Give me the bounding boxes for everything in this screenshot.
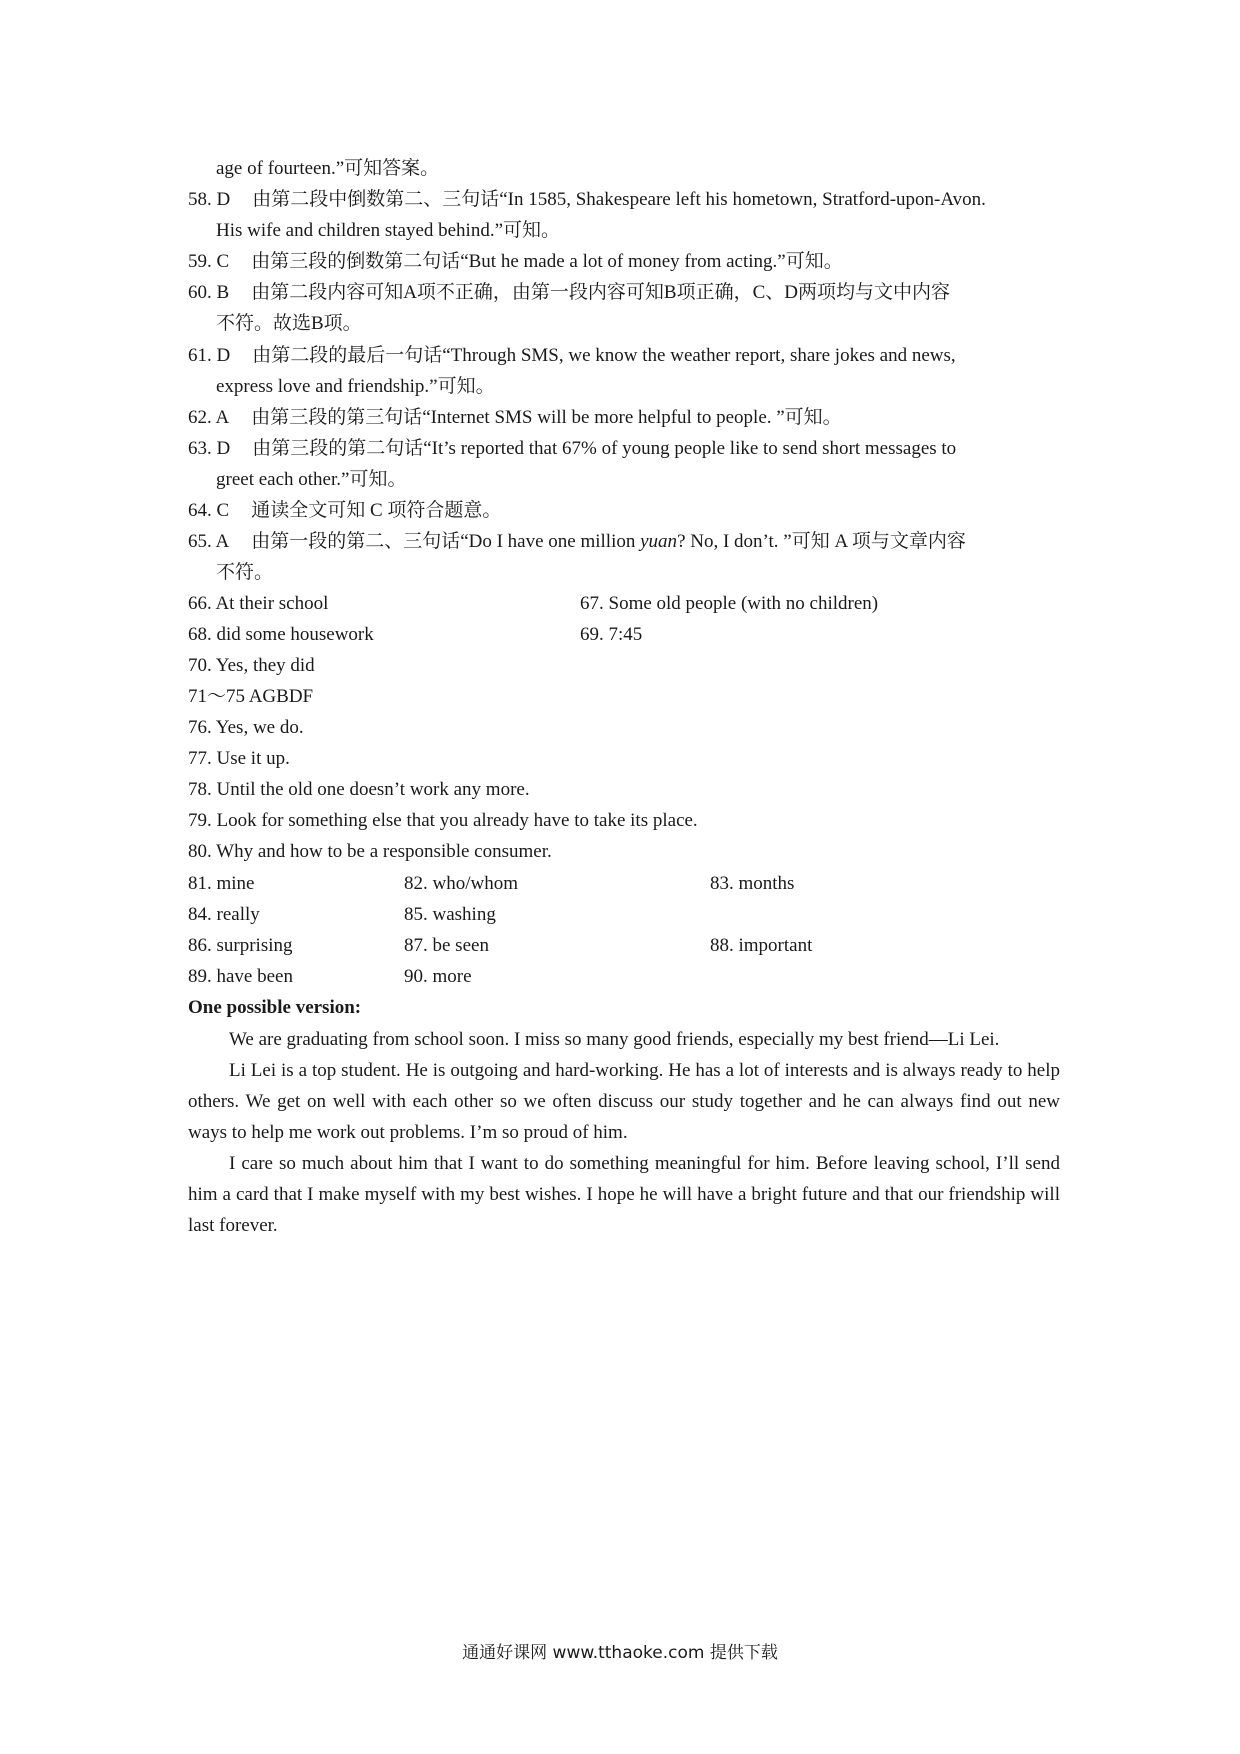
answer-number: 58. D	[188, 189, 231, 210]
answer-explanation: 由第二段的最后一句话“Through SMS, we know the weather report, share jokes and news,	[252, 345, 956, 366]
essay-body	[188, 1024, 1060, 1241]
essay-paragraph-1: We are graduating from school soon. I miss so many good friends, especially my best friend—Li Lei.	[229, 1029, 1000, 1050]
essay-paragraph-2: Li Lei is a top student. He is outgoing and hard-working. He has a lot of interests and is always ready to help others. We get on well with each other so we often discuss our study together and he can always find out new ways to help me work out problems. I’m so proud of him.	[188, 1060, 1060, 1143]
answer-81: 81. mine	[188, 873, 255, 894]
answer-58-continued: His wife and children stayed behind.”可知。	[216, 220, 561, 241]
answer-explanation: 由第三段的第二句话“It’s reported that 67% of young people like to send short messages to	[252, 438, 957, 459]
answer-number: 65. A	[188, 531, 230, 552]
answer-explanation-end: ? No, I don’t. ”可知 A 项与文章内容	[677, 531, 966, 552]
answer-number: 63. D	[188, 438, 231, 459]
answer-65-continued: 不符。	[216, 562, 274, 583]
answer-69: 69. 7:45	[580, 624, 643, 645]
essay-paragraph-3: I care so much about him that I want to do something meaningful for him. Before leaving school, I’ll send him a card that I make myself with my best wishes. I hope he will have a bright future and that our friendship will last forever.	[188, 1153, 1060, 1236]
answer-explanation: 由第三段的倒数第二句话“But he made a lot of money from acting.”可知。	[251, 251, 843, 272]
answer-70: 70. Yes, they did	[188, 655, 315, 676]
answer-85: 85. washing	[404, 904, 496, 925]
answer-84: 84. really	[188, 904, 260, 925]
answer-88: 88. important	[710, 935, 813, 956]
answer-65	[188, 530, 966, 554]
answer-78: 78. Until the old one doesn’t work any more.	[188, 779, 530, 800]
answer-80: 80. Why and how to be a responsible consumer.	[188, 841, 552, 862]
answer-59	[188, 250, 843, 274]
answer-60-continued: 不符。故选B项。	[216, 313, 362, 334]
answer-explanation: 由第二段中倒数第二、三句话“In 1585, Shakespeare left his hometown, Stratford-upon-Avon.	[252, 189, 986, 210]
answer-76: 76. Yes, we do.	[188, 717, 304, 738]
answer-87: 87. be seen	[404, 935, 489, 956]
answer-explanation: 由第三段的第三句话“Internet SMS will be more helpful to people. ”可知。	[251, 407, 842, 428]
answer-63-continued: greet each other.”可知。	[216, 469, 407, 490]
answer-number: 64. C	[188, 500, 230, 521]
answer-66: 66. At their school	[188, 593, 329, 614]
answer-90: 90. more	[404, 966, 472, 987]
answer-67: 67. Some old people (with no children)	[580, 593, 879, 614]
answer-italic-word: yuan	[640, 531, 678, 552]
answer-83: 83. months	[710, 873, 795, 894]
answer-58	[188, 188, 986, 212]
answer-explanation: 通读全文可知 C 项符合题意。	[251, 500, 502, 521]
answer-89: 89. have been	[188, 966, 293, 987]
answer-57-tail: age of fourteen.”可知答案。	[216, 158, 440, 179]
answer-60	[188, 281, 950, 305]
answer-64	[188, 499, 501, 523]
essay-heading: One possible version:	[188, 997, 362, 1018]
answer-number: 59. C	[188, 251, 230, 272]
answer-79: 79. Look for something else that you already have to take its place.	[188, 810, 698, 831]
answer-82: 82. who/whom	[404, 873, 518, 894]
answer-86: 86. surprising	[188, 935, 293, 956]
answer-number: 62. A	[188, 407, 230, 428]
answer-63	[188, 437, 956, 461]
answer-number: 60. B	[188, 282, 230, 303]
footer-download-note: 通通好课网 www.tthaoke.com 提供下载	[462, 1643, 778, 1663]
answer-number: 61. D	[188, 345, 231, 366]
answer-68: 68. did some housework	[188, 624, 374, 645]
answer-explanation: 由第二段内容可知A项不正确，由第一段内容可知B项正确，C、D两项均与文中内容	[251, 282, 950, 303]
answer-61-continued: express love and friendship.”可知。	[216, 376, 495, 397]
answer-77: 77. Use it up.	[188, 748, 290, 769]
answer-62	[188, 406, 842, 430]
answer-61	[188, 344, 956, 368]
answer-71-75: 71～75 AGBDF	[188, 686, 314, 707]
answer-explanation: 由第一段的第二、三句话“Do I have one million	[251, 531, 641, 552]
